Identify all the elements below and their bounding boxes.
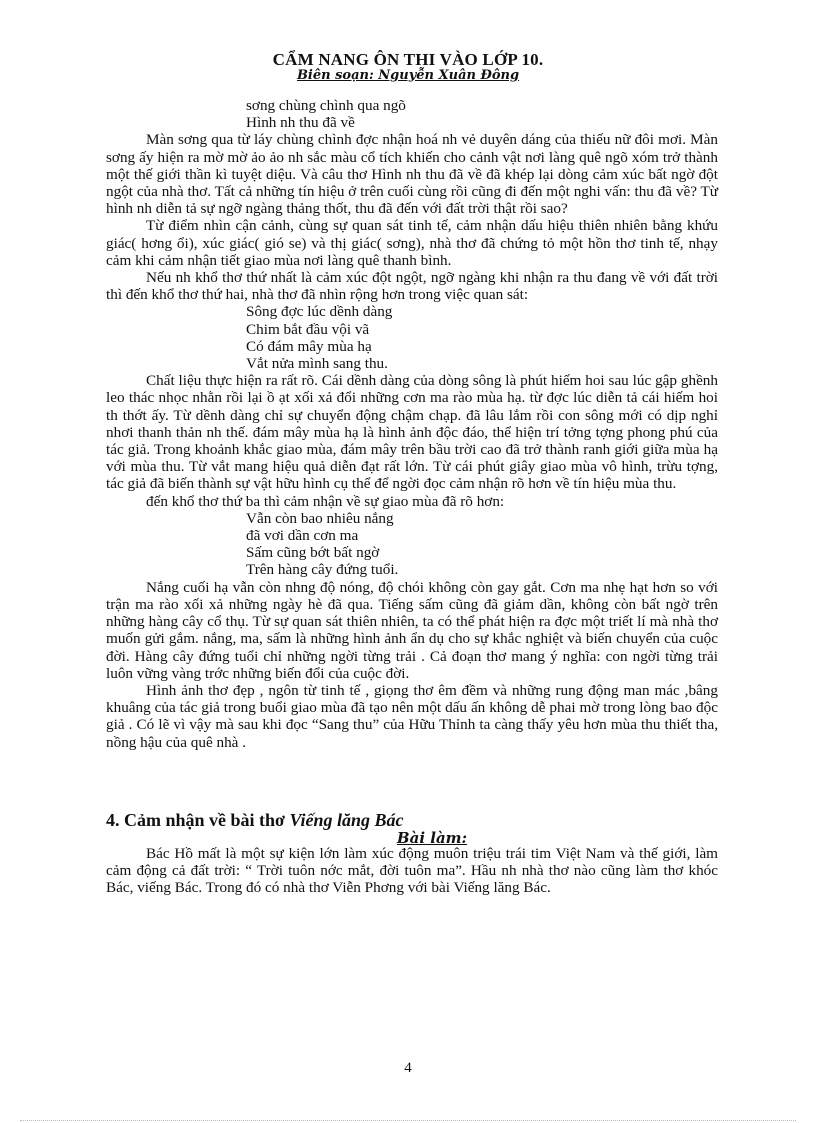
page-number: 4 [404,1060,412,1076]
page-bottom-border [20,1120,796,1121]
paragraph: Từ điểm nhìn cận cảnh, cùng sự quan sát tinh tế, cảm nhận dấu hiệu thiên nhiên bằng khứu giác( hơng ổi), xúc giác( gió se) và thị giác( sơng), nhà thơ đã chứng tỏ một hồn thơ tinh tế, nhạy cảm khi cảm nhận tiết giao mùa nơi làng quê thanh bình. [106,217,718,269]
paragraph: Màn sơng qua từ láy chùng chình đợc nhận hoá nh vẻ duyên dáng của thiếu nữ đôi mơi. Màn sơng ấy hiện ra mờ mờ ảo ảo nh sắc màu cổ tích khiến cho cảnh vật nơi làng quê ngõ xóm trở thành một thế giới thần kì tuyệt diệu. Và câu thơ Hình nh thu đã về đã khép lại dòng cảm xúc bất ngờ đột ngột của nhà thơ. Tất cả những tín hiệu ở trên cuối cùng rồi cũng đi đến một nghi vấn: thu đã về? Từ hình nh diễn tả sự ngỡ ngàng thảng thốt, thu đã đến với đất trời thật rồi sao? [106,131,718,218]
paragraph: đến khổ thơ thứ ba thì cảm nhận về sự giao mùa đã rõ hơn: [146,492,505,510]
verse-line: Hình nh thu đã về [246,114,355,132]
verse-line: Vẫn còn bao nhiêu nắng [246,509,394,527]
verse-line: Vắt nửa mình sang thu. [246,355,388,373]
bai-lam-label: Bài làm: [396,828,468,847]
verse-line: Sấm cũng bớt bất ngờ [246,544,380,562]
section-gap [106,751,718,809]
verse-line: Sông đợc lúc dềnh dàng [246,303,393,321]
verse-line: Chim bắt đầu vội vã [246,320,370,338]
paragraph: Hình ảnh thơ đẹp , ngôn từ tinh tế , giọng thơ êm đềm và những rung động man mác ,bâng khuâng của tác giả trong buổi giao mùa đã tạo nên một dấu ấn không dễ phai mờ trong lòng bao độc giả . Có lẽ vì vậy mà sau khi đọc “Sang thu” của Hữu Thỉnh ta càng thấy yêu hơn mùa thu thiết tha, nồng hậu của quê nhà . [106,681,718,751]
verse-block-2 [106,303,718,372]
section-heading-title: Viếng lăng Bác [289,809,404,830]
paragraph: Nắng cuối hạ vẫn còn nhng độ nóng, độ chói không còn gay gắt. Cơn ma nhẹ hạt hơn so với trận ma rào xối xả những ngày hè đã qua. Tiếng sấm cũng đã giảm dần, không còn bất ngờ trên những hàng cây cổ thụ. Từ sự quan sát thiên nhiên, ta có thể phát hiện ra đợc một triết lí mà nhà thơ muốn gửi gắm. nắng, ma, sấm là những hình ảnh ẩn dụ cho sự khắc nghiệt và biến chuyển của cuộc đời. Hàng cây đứng tuổi chỉ những ngời từng trải . Cả đoạn thơ mang ý nghĩa: con ngời từng trải luôn vững vàng trớc những biến đổi của cuộc đời. [106,578,718,682]
section-heading-text: 4. Cảm nhận về bài thơ [106,809,290,830]
verse-line: Có đám mây mùa hạ [246,337,372,355]
paragraph: Nếu nh khổ thơ thứ nhất là cảm xúc đột ngột, ngỡ ngàng khi nhận ra thu đang về với đất trời thì đến khổ thơ thứ hai, nhà thơ đã nhìn rộng hơn trong việc quan sát: [106,269,718,304]
section-heading [106,809,718,831]
verse-line: Trên hàng cây đứng tuổi. [246,561,399,579]
verse-block-1 [106,97,718,131]
verse-line: đã vơi dần cơn ma [246,527,359,545]
document-body [106,97,718,896]
verse-block-3 [106,510,718,579]
paragraph: Bác Hồ mất là một sự kiện lớn làm xúc động muôn triệu trái tim Việt Nam và thế giới, làm cảm động cả đất trời: “ Trời tuôn nớc mắt, đời tuôn ma”. Hầu nh nhà thơ nào cũng làm thơ khóc Bác, viếng Bác. Trong đó có nhà thơ Viễn Phơng với bài Viếng lăng Bác. [106,844,718,897]
paragraph: Chất liệu thực hiện ra rất rõ. Cái dềnh dàng của dòng sông là phút hiếm hoi sau lúc gập ghềnh leo thác nhọc nhằn rồi lại ồ ạt xối xả đổi những cơn ma rào mùa hạ. từ đợc lúc diễn tả cái hiếm hoi th thớt ấy. Từ dềnh dàng chỉ sự chuyển động chậm chạp. đã lâu lắm rồi con sông mới có dịp nghỉ nhơi thanh thản nh thế. đám mây mùa hạ là hình ảnh độc đáo, thể hiện trí tởng tợng phong phú của tác giả. Trong khoảnh khắc giao mùa, đám mây trên bầu trời cao đã trở thành ranh giới giữa mùa hạ với mùa thu. Từ vắt mang hiệu quả diễn đạt rất lớn. Từ cái phút giây giao mùa vô hình, trừu tợng, tác giả đã biến thành sự vật hữu hình cụ thể để ngời đọc cảm nhận rõ hơn về tín hiệu mùa thu. [106,372,718,493]
verse-line: sơng chùng chình qua ngõ [246,97,406,114]
header-title: CẨM NANG ÔN THI VÀO LỚP 10. [272,50,544,69]
header-author: Biên soạn: Nguyễn Xuân Đông [296,68,520,83]
